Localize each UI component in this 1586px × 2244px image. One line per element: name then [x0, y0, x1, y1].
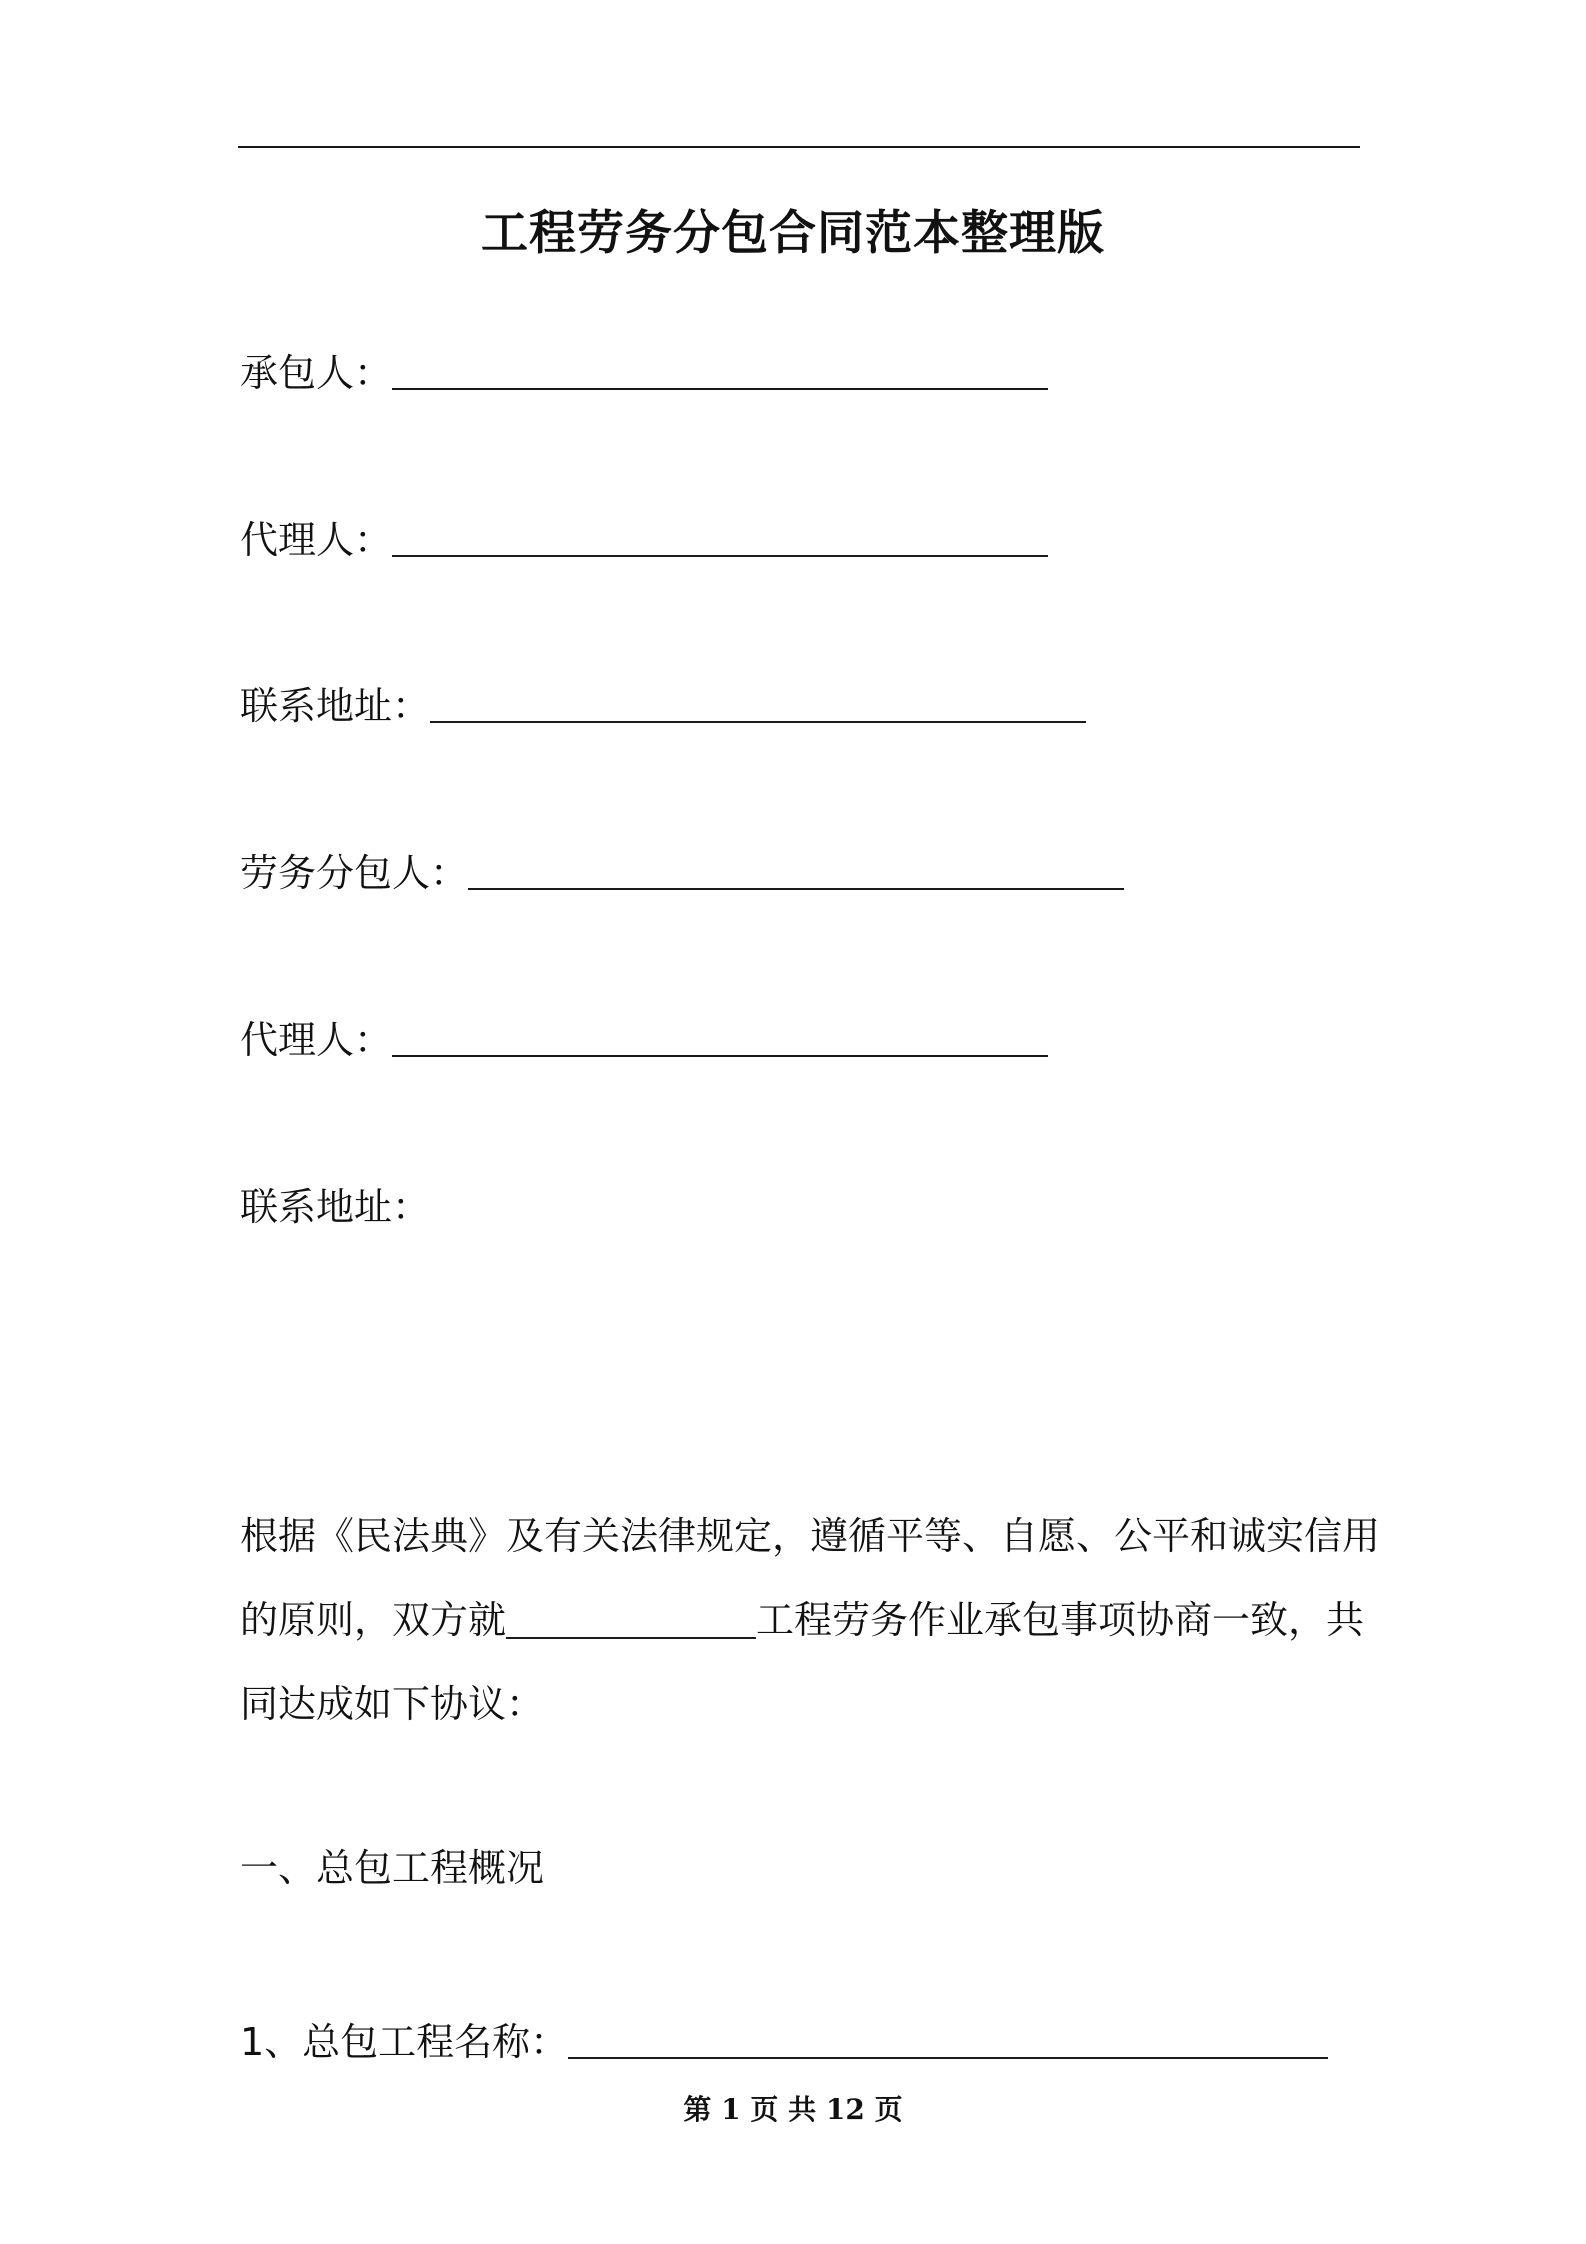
preamble-line-1: 根据《民法典》及有关法律规定，遵循平等、自愿、公平和诚实信用	[240, 1514, 1381, 1558]
header-rule	[238, 146, 1360, 148]
section-1-heading: 一、总包工程概况	[240, 1846, 545, 1890]
subcontractor-address-label: 联系地址：	[240, 1185, 431, 1229]
subcontractor-agent-blank-line[interactable]	[392, 1055, 1048, 1057]
contractor-blank-line[interactable]	[392, 388, 1048, 390]
project-name-blank-line[interactable]	[506, 1597, 756, 1639]
subcontractor-label: 劳务分包人：	[240, 851, 469, 895]
contractor-label: 承包人：	[240, 351, 393, 395]
general-project-name-blank-line[interactable]	[568, 2057, 1328, 2059]
contractor-field	[240, 336, 1048, 396]
subcontractor-field	[240, 836, 1124, 896]
preamble-line-3: 同达成如下协议：	[240, 1682, 545, 1726]
contractor-agent-field	[240, 503, 1048, 563]
subcontractor-blank-line[interactable]	[468, 888, 1124, 890]
contractor-agent-label: 代理人：	[240, 518, 393, 562]
page-footer: 第 1 页 共 12 页	[683, 2093, 903, 2126]
general-project-name-field	[240, 2005, 1328, 2065]
preamble-paragraph	[240, 1494, 1381, 1746]
contractor-agent-blank-line[interactable]	[392, 555, 1048, 557]
general-project-name-label: 1、总包工程名称：	[240, 2020, 569, 2064]
document-title: 工程劳务分包合同范本整理版	[481, 206, 1105, 261]
preamble-line-2	[240, 1578, 1365, 1662]
subcontractor-agent-label: 代理人：	[240, 1018, 393, 1062]
contractor-address-label: 联系地址：	[240, 684, 431, 728]
contractor-address-blank-line[interactable]	[430, 721, 1086, 723]
subcontractor-address-field	[240, 1170, 430, 1230]
subcontractor-agent-field	[240, 1003, 1048, 1063]
preamble-line-2-start: 的原则，双方就	[240, 1598, 507, 1642]
preamble-line-2-end: 工程劳务作业承包事项协商一致，共	[756, 1598, 1365, 1642]
contractor-address-field	[240, 669, 1086, 729]
